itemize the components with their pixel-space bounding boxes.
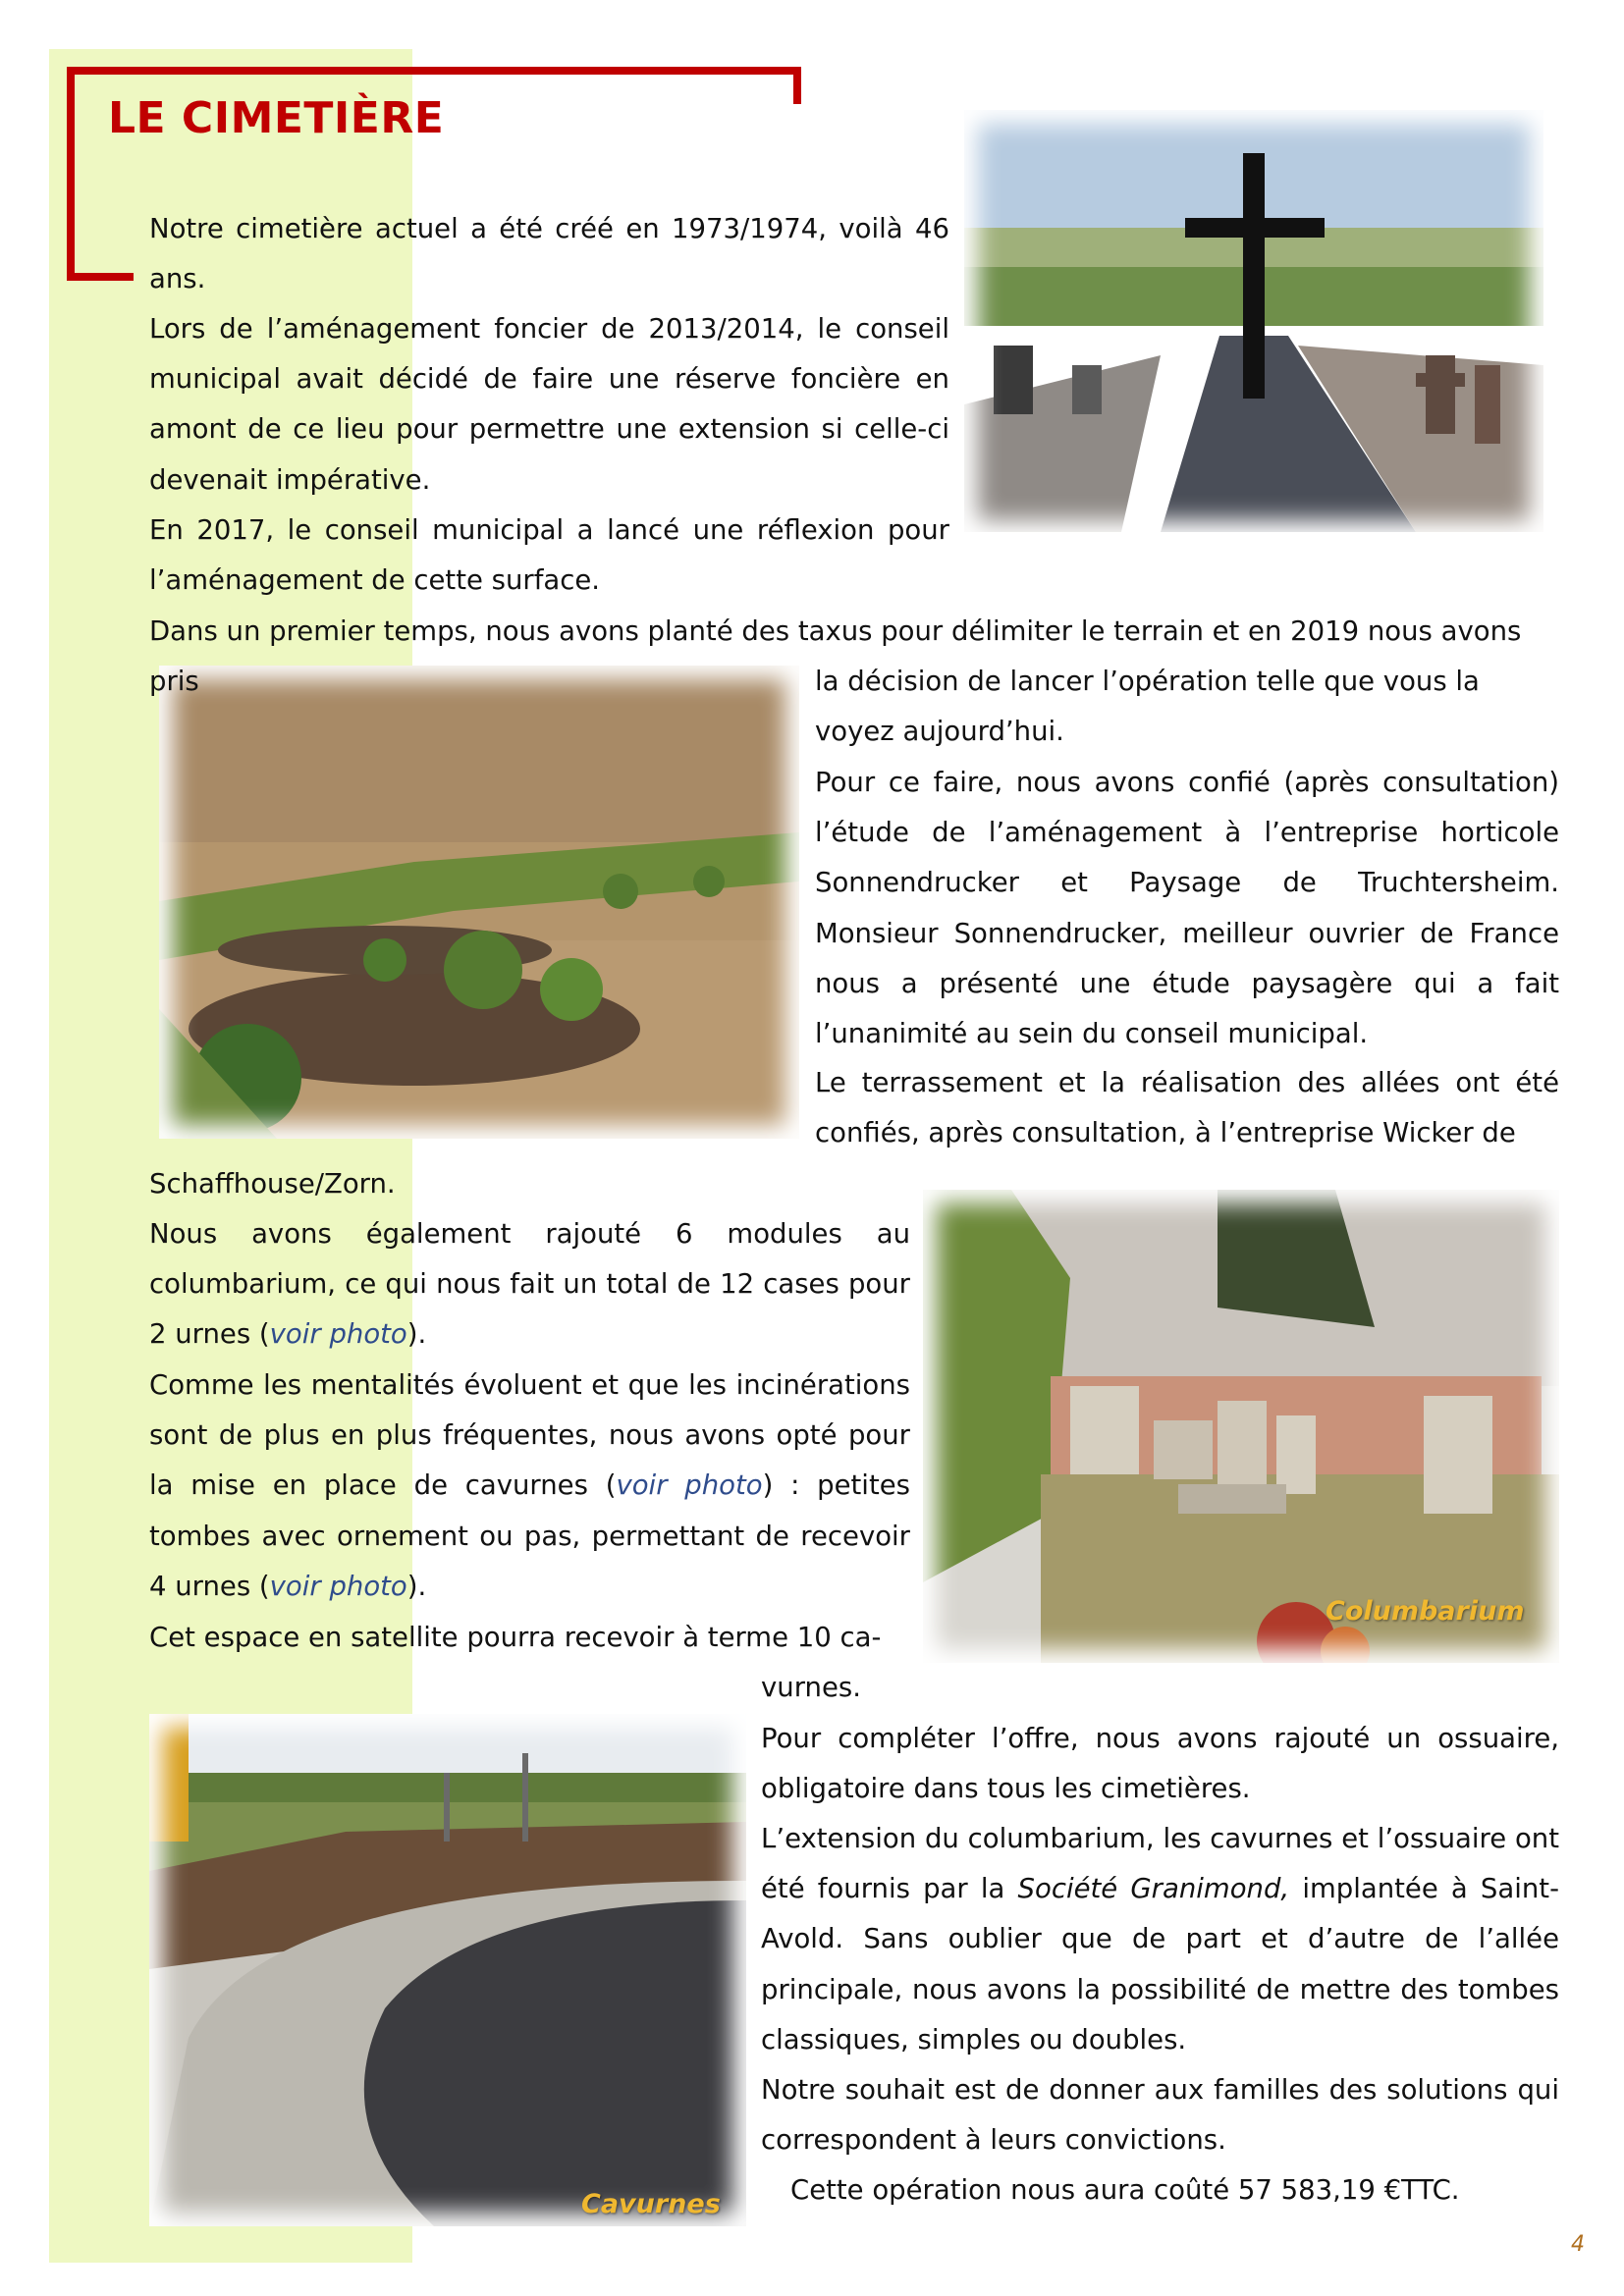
paragraph-study [815, 758, 1559, 1059]
paragraph-cavurnes: Comme les mentalités évoluent et que les incinérations sont de plus en plus fréquentes, nous avons opté pour la mise en place de cavurnes (voir photo) : petites tombes avec ornement ou pas, permettant de recevoir 4 urnes (voir photo). [149, 1369, 910, 1602]
title-bracket-bottom [67, 273, 134, 281]
paragraph-satellite-end [761, 1663, 1252, 1713]
text-schaffhouse: Schaffhouse/Zorn. [149, 1168, 396, 1200]
page-number: 4 [1571, 2232, 1585, 2257]
title-bracket [67, 67, 75, 281]
paragraph-earthworks [815, 1058, 1559, 1158]
paragraph-supplier [761, 1814, 1559, 2065]
paragraph-columbarium: Nous avons également rajouté 6 modules au columbarium, ce qui nous fait un total de 12 cases pour 2 urnes (voir photo). [149, 1218, 910, 1351]
text-cavurnes-b: : petites tombes avec ornement ou pas, permettant de recevoir 4 urnes [149, 1469, 910, 1602]
text-cost: Cette opération nous aura coûté 57 583,19 €TTC. [790, 2174, 1460, 2206]
title-bracket-right [793, 67, 801, 104]
text-satellite: Cet espace en satellite pourra recevoir à terme 10 ca- [149, 1622, 882, 1653]
voir-photo-link[interactable]: voir photo [616, 1469, 763, 1502]
text-supplier-a: L’extension du columbarium, les cavurnes et l’ossuaire ont été fournis par la [761, 1823, 1559, 1905]
paragraph-reflection [149, 506, 949, 606]
text-study: Pour ce faire, nous avons confié (après consultation) l’étude de l’aménagement à l’entreprise horticole Sonnendrucker et Paysage de Truchtersheim. Monsieur Sonnendrucker, meilleur ouvrier de France nous a présenté une étude paysagère qui a fait l’unanimité au sein du conseil municipal. [815, 767, 1559, 1050]
text-wish: Notre souhait est de donner aux familles des solutions qui correspondent à leurs convictions. [761, 2074, 1559, 2157]
photo-columbarium [923, 1190, 1559, 1663]
paragraph-decision [815, 657, 1559, 757]
text-earthworks: Le terrassement et la réalisation des allées ont été confiés, après consultation, à l’entreprise Wicker de [815, 1067, 1559, 1149]
paragraph-ossuary [761, 1714, 1559, 1814]
paragraph-earthworks-end [149, 1159, 837, 1209]
paragraph-wish [761, 2065, 1559, 2165]
photo-cemetery-cross [964, 110, 1543, 534]
voir-photo-link[interactable]: voir photo [269, 1318, 407, 1351]
caption-columbarium: Columbarium [1326, 1596, 1525, 1627]
text-ossuary: Pour compléter l’offre, nous avons rajouté un ossuaire, obligatoire dans tous les cimetières. [761, 1723, 1559, 1805]
photo-planted-field [159, 666, 799, 1139]
text-company-name: Société Granimond, [1017, 1873, 1290, 1905]
title-bracket-top [67, 67, 801, 75]
text-decision: la décision de lancer l’opération telle que vous la voyez aujourd’hui. [815, 666, 1480, 748]
caption-cavurnes: Cavurnes [581, 2189, 721, 2219]
paragraph-land-reserve [149, 304, 949, 506]
paragraph-intro [149, 204, 949, 304]
page-title: LE CIMETIÈRE [108, 93, 445, 143]
voir-photo-link[interactable]: voir photo [269, 1570, 407, 1602]
paragraph-satellite [149, 1613, 910, 1663]
text-vurnes: vurnes. [761, 1672, 861, 1703]
text-taxus: Dans un premier temps, nous avons planté des taxus pour délimiter le terrain et en 2019 nous avons pris [149, 615, 1522, 698]
text-creation-date: Notre cimetière actuel a été créé en 1973/1974, voilà 46 ans. [149, 213, 949, 295]
text-columbarium: Nous avons également rajouté 6 modules au columbarium, ce qui nous fait un total de 12 cases pour 2 urnes [149, 1218, 910, 1351]
text-land-reserve: Lors de l’aménagement foncier de 2013/2014, le conseil municipal avait décidé de faire une réserve foncière en amont de ce lieu pour permettre une extension si celle-ci devenait impérative. [149, 313, 949, 496]
text-reflection: En 2017, le conseil municipal a lancé une réflexion pour l’aménagement de cette surface. [149, 514, 949, 597]
text-cavurnes-a: Comme les mentalités évoluent et que les incinérations sont de plus en plus fréquentes, nous avons opté pour la mise en place de cavurnes [149, 1369, 910, 1502]
photo-cavurnes [149, 1714, 746, 2226]
text-supplier-b: implantée à Saint-Avold. Sans oublier que de part et d’autre de l’allée principale, nous avons la possibilité de mettre des tombes classiques, simples ou doubles. [761, 1873, 1560, 2056]
paragraph-cost [790, 2165, 1559, 2216]
